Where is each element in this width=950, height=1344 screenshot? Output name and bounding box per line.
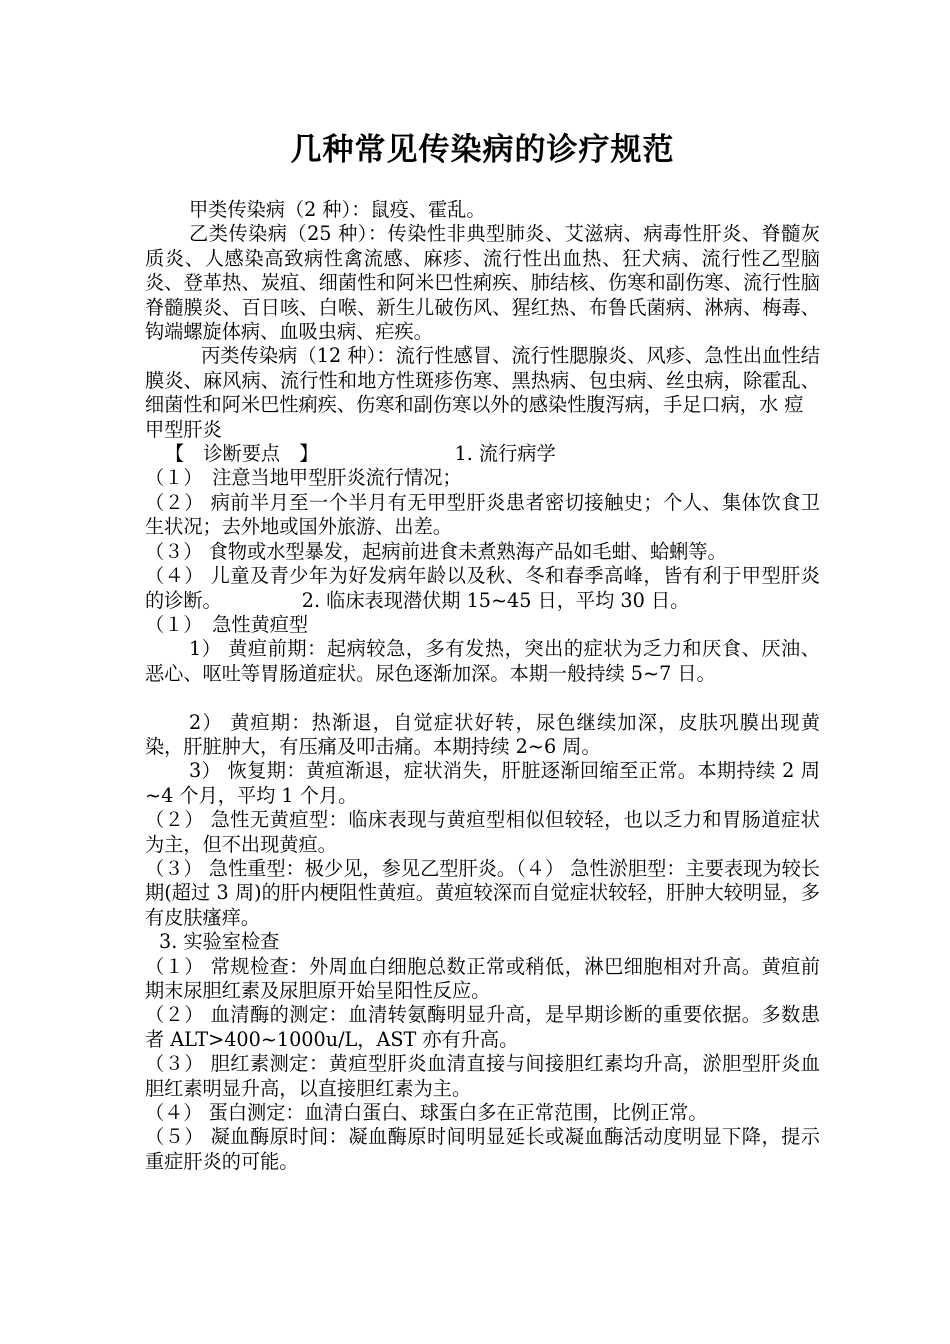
paragraph-class-a: 甲类传染病（2 种）：鼠疫、霍乱。 xyxy=(189,198,486,221)
paragraph-class-c: 丙类传染病（12 种）：流行性感冒、流行性腮腺炎、风疹、急性出血性结膜炎、麻风病、流行性和地方性斑疹伤寒、黑热病、包虫病、丝虫病，除霍乱、细菌性和阿米巴性痢疾、伤寒和副伤寒以外的感染性腹泻病，手足口病，水 痘 xyxy=(145,344,820,417)
lab-item-3: （３） 胆红素测定：黄疸型肝炎血清直接与间接胆红素均升高，淤胆型肝炎血胆红素明显升高，以直接胆红素为主。 xyxy=(145,1052,820,1100)
diagnosis-heading-line xyxy=(145,442,820,466)
lab-heading: 3. 实验室检查 xyxy=(159,930,280,954)
lab-item-4: （４） 蛋白测定：血清白蛋白、球蛋白多在正常范围，比例正常。 xyxy=(145,1101,708,1125)
lab-item-1: （１） 常规检查：外周血白细胞总数正常或稍低，淋巴细胞相对升高。黄疸前期末尿胆红素及尿胆原开始呈阳性反应。 xyxy=(145,954,820,1002)
blank-line xyxy=(145,686,820,710)
acute-jaundice-heading: （１） 急性黄疸型 xyxy=(145,612,309,636)
document-body xyxy=(145,198,820,1174)
acute-non-jaundice: （２） 急性无黄疸型：临床表现与黄疸型相似但较轻，也以乏力和胃肠道症状为主，但不出现黄疸。 xyxy=(145,808,820,856)
diagnosis-label: 【 诊断要点 】 xyxy=(165,442,319,466)
stage-jaundice: 2） 黄疸期：热渐退，自觉症状好转，尿色继续加深，皮肤巩膜出现黄染，肝脏肿大，有压痛及叩击痛。本期持续 2~6 周。 xyxy=(145,710,820,758)
stage-recovery: 3） 恢复期：黄疸渐退，症状消失，肝脏逐渐回缩至正常。本期持续 2 周~4 个月，平均 1 个月。 xyxy=(145,759,820,807)
epidemiology-item-3: （３） 食物或水型暴发，起病前进食未煮熟海产品如毛蚶、蛤蜊等。 xyxy=(145,539,727,563)
epidemiology-item-4-text: （４） 儿童及青少年为好发病年龄以及秋、冬和春季高峰，皆有利于甲型肝炎的诊断。 xyxy=(145,564,820,612)
document-title: 几种常见传染病的诊疗规范 xyxy=(290,132,675,168)
lab-item-2: （２） 血清酶的测定：血清转氨酶明显升高，是早期诊断的重要依据。多数患者 ALT>400~1000u/L，AST 亦有升高。 xyxy=(145,1003,820,1051)
clinical-heading: 2. 临床表现潜伏期 15~45 日，平均 30 日。 xyxy=(301,588,690,612)
epidemiology-item-4 xyxy=(145,564,820,613)
lab-item-5: （５） 凝血酶原时间：凝血酶原时间明显延长或凝血酶活动度明显下降，提示重症肝炎的可能。 xyxy=(145,1125,820,1173)
acute-severe-cholestatic: （３） 急性重型：极少见，参见乙型肝炎。（４） 急性淤胆型：主要表现为较长期(超过 3 周)的肝内梗阻性黄疸。黄疸较深而自觉症状较轻，肝肿大较明显，多有皮肤瘙痒。 xyxy=(145,856,820,929)
epidemiology-item-1: （１） 注意当地甲型肝炎流行情况； xyxy=(145,466,462,490)
section-heading-hepatitis-a: 甲型肝炎 xyxy=(145,417,222,441)
epidemiology-heading: 1. 流行病学 xyxy=(454,442,556,466)
paragraph-class-b: 乙类传染病（25 种）：传染性非典型肺炎、艾滋病、病毒性肝炎、脊髓灰质炎、人感染高致病性禽流感、麻疹、流行性出血热、狂犬病、流行性乙型脑炎、登革热、炭疽、细菌性和阿米巴性痢疾、肺结核、伤寒和副伤寒、流行性脑脊髓膜炎、百日咳、白喉、新生儿破伤风、猩红热、布鲁氏菌病、淋病、梅毒、钩端螺旋体病、血吸虫病、疟疾。 xyxy=(145,222,820,344)
epidemiology-item-2: （２） 病前半月至一个半月有无甲型肝炎患者密切接触史；个人、集体饮食卫生状况；去外地或国外旅游、出差。 xyxy=(145,490,820,539)
stage-pre-jaundice: 1） 黄疸前期：起病较急，多有发热，突出的症状为乏力和厌食、厌油、恶心、呕吐等胃肠道症状。尿色逐渐加深。本期一般持续 5~7 日。 xyxy=(145,637,820,685)
